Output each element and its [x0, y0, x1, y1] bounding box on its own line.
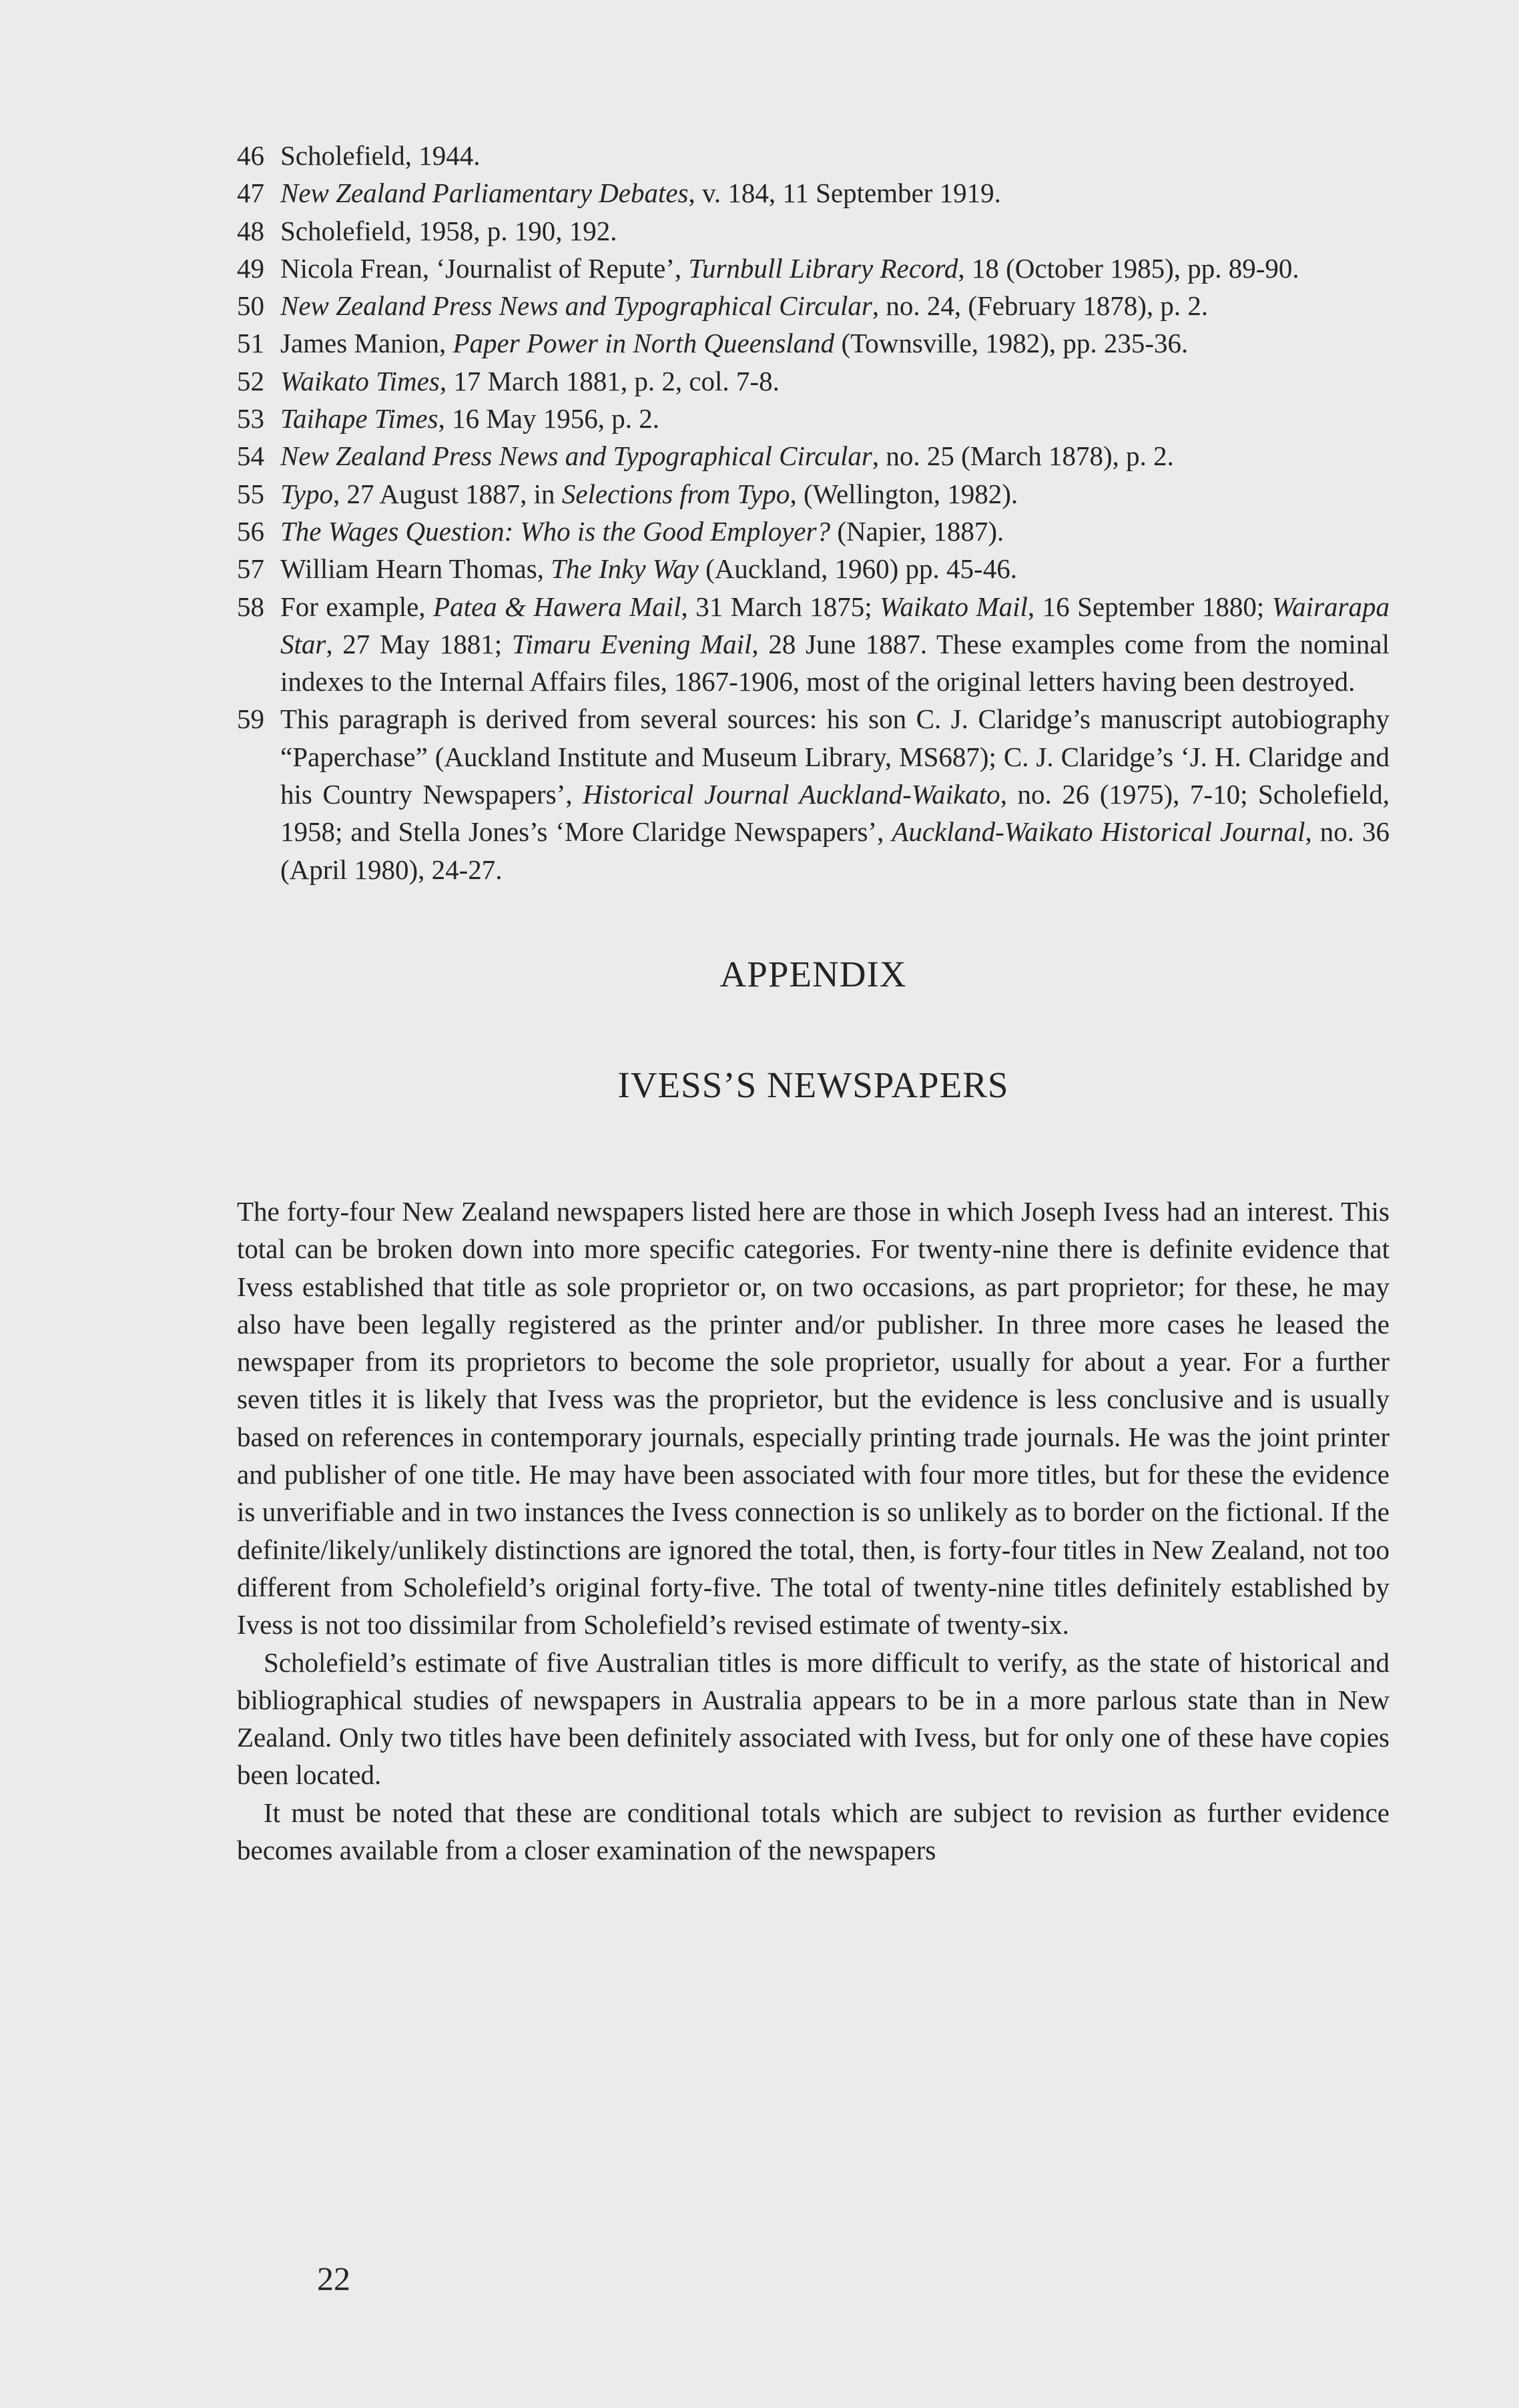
endnote-number: 55	[237, 478, 264, 509]
endnote-title-italic: Typo	[280, 478, 333, 509]
endnote-item	[237, 437, 1390, 475]
page-content	[237, 137, 1390, 1869]
endnote-text-segment: , no. 24, (February 1878), p. 2.	[872, 290, 1209, 322]
endnote-number: 52	[237, 365, 264, 396]
endnote-title-italic: Selections from Typo	[561, 478, 790, 509]
appendix-heading: APPENDIX	[719, 953, 907, 994]
endnote-text	[280, 328, 1188, 358]
endnote-item	[237, 137, 1390, 174]
endnote-text-segment: , 31 March 1875;	[681, 591, 880, 622]
endnote-text-segment: , 17 March 1881, p. 2, col. 7-8.	[439, 365, 780, 396]
endnote-text	[280, 553, 1017, 584]
endnote-item	[237, 700, 1390, 888]
endnote-text	[280, 216, 617, 246]
endnote-item	[237, 513, 1390, 550]
endnote-item	[237, 174, 1390, 212]
endnote-title-italic: Patea & Hawera Mail	[433, 591, 681, 622]
endnote-text-segment: This paragraph is derived from several sources: his son C. J. Claridge’s manuscript autobiography “Paperchase” (Auckland Institute and Museum Library, MS687); C. J. Claridge’s ‘J. H. Claridge and his Country Newspapers’,	[280, 703, 1390, 810]
endnote-text	[280, 703, 1390, 884]
endnote-text	[280, 591, 1390, 697]
endnote-number: 50	[237, 290, 264, 322]
endnote-number: 47	[237, 178, 264, 209]
endnote-item	[237, 324, 1390, 362]
body-paragraph: Scholefield’s estimate of five Australian titles is more difficult to verify, as the state of historical and bibliographical studies of newspapers in Australia appears to be in a more parlous state than in New Zealand. Only two titles have been definitely associated with Ivess, but for only one of these have copies been located.	[237, 1646, 1390, 1791]
endnote-text	[280, 366, 780, 396]
endnote-title-italic: New Zealand Parliamentary Debates	[280, 178, 689, 209]
endnote-item	[237, 588, 1390, 701]
endnote-text-segment: James Manion,	[280, 328, 453, 359]
endnote-item	[237, 475, 1390, 513]
endnote-title-italic: Wairarapa Star	[280, 591, 1390, 659]
endnote-title-italic: Historical Journal Auckland-Waikato	[583, 779, 1000, 810]
endnote-item	[237, 250, 1390, 287]
endnote-text	[280, 403, 659, 434]
endnote-title-italic: Turnbull Library Record	[688, 252, 958, 284]
endnote-text-segment: , no. 26 (1975), 7-10; Scholefield, 1958; and Stella Jones’s ‘More Claridge Newspapers’,	[280, 779, 1390, 848]
endnote-text	[280, 440, 1174, 471]
endnote-text-segment: , 28 June 1887. These examples come from the nominal indexes to the Internal Affairs files, 1867-1906, most of the original letters having been destroyed.	[280, 628, 1390, 697]
endnote-title-italic: New Zealand Press News and Typographical Circular	[280, 290, 872, 322]
endnote-title-italic: The Inky Way	[551, 553, 699, 585]
endnote-text-segment: , no. 25 (March 1878), p. 2.	[872, 440, 1174, 472]
endnote-text-segment: , v. 184, 11 September 1919.	[688, 178, 1001, 209]
endnote-title-italic: Auckland-Waikato Historical Journal	[892, 816, 1305, 848]
endnote-text	[280, 253, 1299, 284]
endnote-text-segment: , 16 May 1956, p. 2.	[438, 403, 659, 434]
endnote-title-italic: Timaru Evening Mail	[511, 628, 752, 659]
page-number: 22	[317, 2260, 350, 2297]
endnote-item	[237, 212, 1390, 250]
endnote-number: 46	[237, 140, 264, 171]
section-heading: IVESS’S NEWSPAPERS	[617, 1064, 1009, 1105]
endnote-item	[237, 400, 1390, 437]
endnote-number: 48	[237, 215, 264, 246]
endnote-number: 59	[237, 703, 264, 735]
endnote-text-segment: , 18 (October 1985), pp. 89-90.	[958, 252, 1299, 284]
endnote-text-segment: Nicola Frean, ‘Journalist of Repute’,	[280, 252, 689, 284]
endnote-text-segment: , 27 August 1887, in	[332, 478, 562, 509]
endnote-text-segment: , no. 36 (April 1980), 24-27.	[280, 816, 1390, 885]
endnote-title-italic: Taihape Times	[280, 403, 438, 434]
endnote-title-italic: Waikato Times	[280, 365, 440, 396]
body-paragraph: The forty-four New Zealand newspapers listed here are those in which Joseph Ivess had an interest. This total can be broken down into more specific categories. For twenty-nine there is definite evidence that Ivess established that title as sole proprietor or, on two occasions, as part proprietor; for these, he may also have been legally registered as the printer and/or publisher. In three more cases he leased the newspaper from its proprietors to become the sole proprietor, usually for about a year. For a further seven titles it is likely that Ivess was the proprietor, but the evidence is less conclusive and is usually based on references in contemporary journals, especially printing trade journals. He was the joint printer and publisher of one title. He may have been associated with four more titles, but for these the evidence is unverifiable and in two instances the Ivess connection is so unlikely as to border on the fictional. If the definite/likely/unlikely distinctions are ignored the total, then, is forty-four titles in New Zealand, not too different from Scholefield’s original forty-five. The total of twenty-nine titles definitely established by Ivess is not too dissimilar from Scholefield’s revised estimate of twenty-six.	[237, 1195, 1390, 1640]
endnote-number: 53	[237, 403, 264, 434]
endnote-text-segment: William Hearn Thomas,	[280, 553, 551, 585]
endnote-number: 51	[237, 328, 264, 359]
endnote-text	[280, 290, 1208, 321]
endnote-text	[280, 516, 1004, 547]
endnote-text-segment: (Townsville, 1982), pp. 235-36.	[834, 328, 1189, 359]
endnote-text-segment: For example,	[280, 591, 434, 622]
endnote-text-segment: , 16 September 1880;	[1027, 591, 1272, 622]
body-text	[237, 1193, 1390, 1869]
endnote-number: 56	[237, 515, 264, 547]
endnote-text	[280, 178, 1001, 208]
endnote-number: 57	[237, 553, 264, 585]
endnote-title-italic: Paper Power in North Queensland	[452, 328, 835, 359]
endnotes-list	[237, 137, 1390, 888]
endnote-number: 49	[237, 252, 264, 284]
endnote-text	[280, 479, 1018, 509]
endnote-title-italic: The Wages Question: Who is the Good Employer?	[280, 515, 831, 547]
endnote-text-segment: , (Wellington, 1982).	[790, 478, 1018, 509]
endnote-title-italic: New Zealand Press News and Typographical Circular	[280, 440, 872, 472]
endnote-number: 58	[237, 591, 264, 622]
endnote-text	[280, 140, 480, 171]
endnote-text-segment: Scholefield, 1944.	[280, 140, 481, 171]
endnote-text-segment: (Auckland, 1960) pp. 45-46.	[698, 553, 1017, 585]
endnote-title-italic: Waikato Mail	[880, 591, 1028, 622]
endnote-text-segment: , 27 May 1881;	[326, 628, 512, 659]
endnote-item	[237, 550, 1390, 587]
endnote-item	[237, 362, 1390, 400]
endnote-number: 54	[237, 440, 264, 472]
body-paragraph: It must be noted that these are conditional totals which are subject to revision as further evidence becomes available from a closer examination of the newspapers	[237, 1797, 1390, 1865]
endnote-item	[237, 287, 1390, 324]
endnote-text-segment: (Napier, 1887).	[830, 515, 1004, 547]
endnote-text-segment: Scholefield, 1958, p. 190, 192.	[280, 215, 617, 246]
